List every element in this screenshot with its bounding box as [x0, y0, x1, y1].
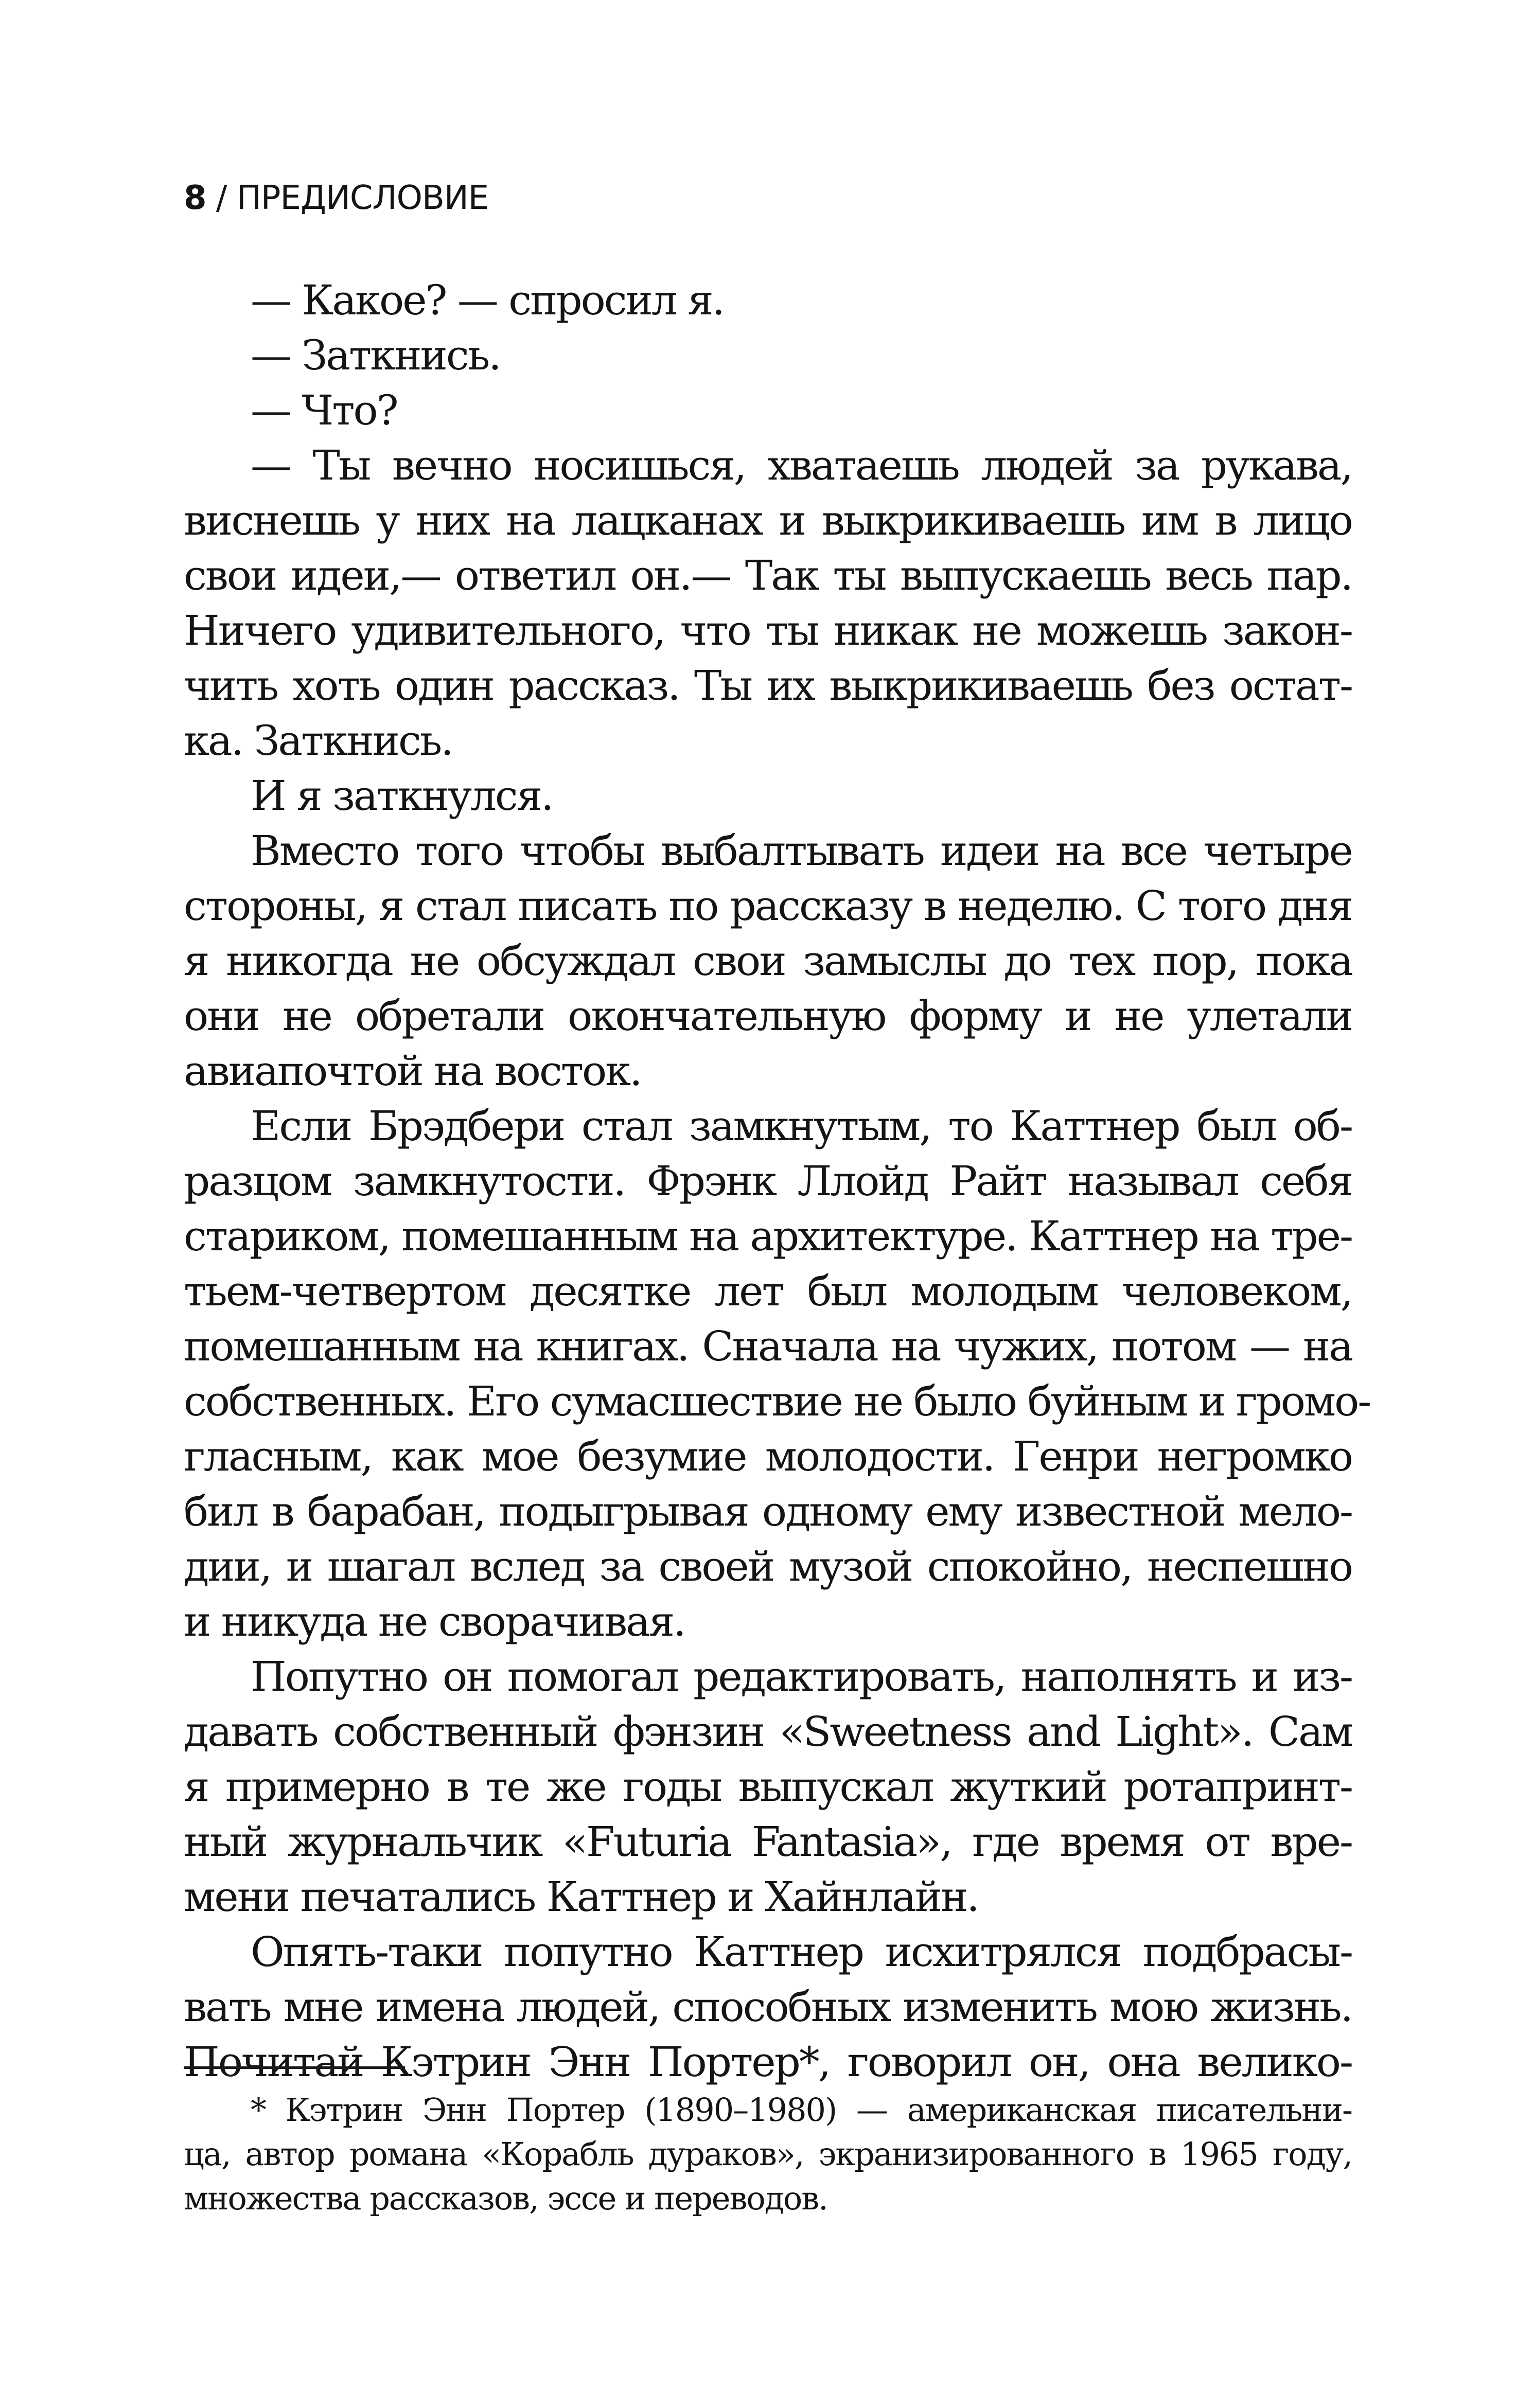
body-text [184, 273, 1370, 2090]
text-line: разцом замкнутости. Фрэнк Ллойд Райт называл себя [184, 1157, 1352, 1205]
text-line: свои идеи,— ответил он.— Так ты выпускаешь весь пар. [184, 552, 1352, 599]
text-line: бил в барабан, подыгрывая одному ему известной мело- [184, 1488, 1352, 1535]
text-line: чить хоть один рассказ. Ты их выкрикиваешь без остат- [184, 662, 1352, 710]
footnote-line: * Кэтрин Энн Портер (1890–1980) — американская писательни- [251, 2091, 1352, 2129]
footnote-divider [184, 2066, 405, 2069]
text-line: авиапочтой на восток. [184, 1047, 641, 1095]
header-separator: / [206, 179, 237, 217]
text-line: они не обретали окончательную форму и не улетали [184, 992, 1352, 1040]
text-line: Попутно он помогал редактировать, наполнять и из- [251, 1653, 1352, 1701]
text-line: Вместо того чтобы выбалтывать идеи на все четыре [251, 827, 1352, 875]
section-title: ПРЕДИСЛОВИЕ [236, 179, 489, 217]
text-line: Ничего удивительного, что ты никак не можешь закон- [184, 607, 1352, 654]
text-line: — Какое? — спросил я. [251, 276, 724, 324]
text-line: дии, и шагал вслед за своей музой спокойно, неспешно [184, 1543, 1352, 1590]
text-line: помешанным на книгах. Сначала на чужих, потом — на [184, 1322, 1352, 1370]
text-line: гласным, как мое безумие молодости. Генри негромко [184, 1432, 1352, 1480]
running-head [184, 175, 488, 221]
text-line: я никогда не обсуждал свои замыслы до тех пор, пока [184, 937, 1352, 985]
text-line: виснешь у них на лацканах и выкрикиваешь им в лицо [184, 497, 1352, 544]
text-line: ка. Заткнись. [184, 717, 452, 765]
text-line: давать собственный фэнзин «Sweetness and Light». Сам [184, 1708, 1352, 1756]
text-line: собственных. Его сумасшествие не было буйным и громо- [184, 1377, 1370, 1425]
text-line: мени печатались Каттнер и Хайнлайн. [184, 1873, 978, 1921]
text-line: — Что? [251, 386, 397, 434]
text-line: И я заткнулся. [251, 772, 553, 820]
text-line: Почитай Кэтрин Энн Портер*, говорил он, она велико- [184, 2038, 1352, 2086]
text-line: тьем-четвертом десятке лет был молодым человеком, [184, 1267, 1352, 1315]
text-line: стороны, я стал писать по рассказу в неделю. С того дня [184, 882, 1352, 930]
page-number: 8 [184, 179, 206, 217]
text-line: и никуда не сворачивая. [184, 1598, 685, 1645]
footnote-line: множества рассказов, эссе и переводов. [184, 2180, 827, 2217]
text-line: — Ты вечно носишься, хватаешь людей за рукава, [251, 441, 1352, 489]
text-line: Опять-таки попутно Каттнер исхитрялся подбрасы- [251, 1928, 1352, 1976]
footnote [184, 2088, 1352, 2221]
text-line: вать мне имена людей, способных изменить мою жизнь. [184, 1983, 1352, 2031]
text-line: я примерно в те же годы выпускал жуткий ротапринт- [184, 1763, 1352, 1811]
footnote-line: ца, автор романа «Корабль дураков», экранизированного в 1965 году, [184, 2135, 1352, 2173]
text-line: стариком, помешанным на архитектуре. Каттнер на тре- [184, 1212, 1352, 1260]
text-line: — Заткнись. [251, 331, 500, 379]
text-line: Если Брэдбери стал замкнутым, то Каттнер был об- [251, 1102, 1352, 1150]
text-line: ный журнальчик «Futuria Fantasia», где время от вре- [184, 1818, 1352, 1866]
